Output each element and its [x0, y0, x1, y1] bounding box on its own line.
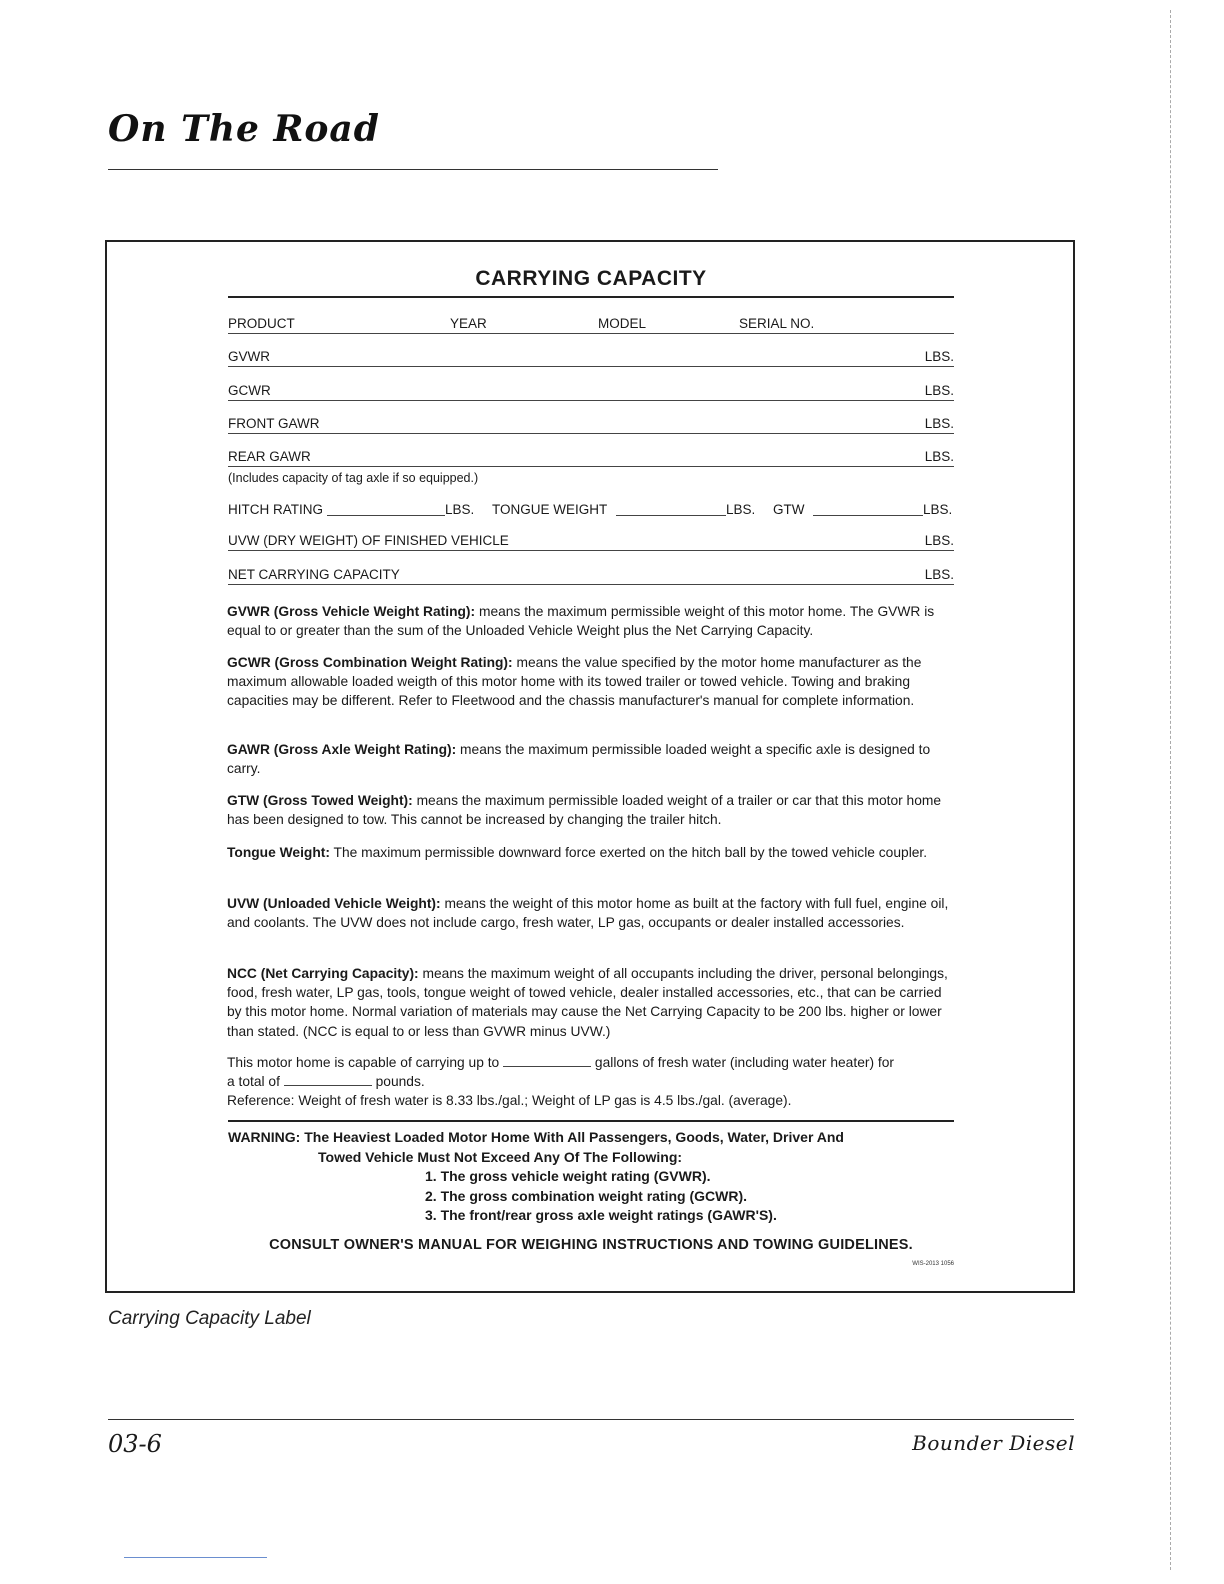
row-unit: LBS.: [924, 533, 954, 548]
label-code: WIS-2013 1056: [912, 1261, 954, 1267]
title-rule: [108, 169, 718, 170]
definition-term: GVWR (Gross Vehicle Weight Rating):: [227, 604, 476, 619]
gtw-unit: LBS.: [923, 502, 953, 517]
water-text: pounds.: [371, 1074, 425, 1090]
page-number: 03-6: [108, 1430, 162, 1458]
warning-text: Towed Vehicle Must Not Exceed Any Of The Following:: [318, 1148, 683, 1165]
definition-gcwr: [227, 653, 954, 711]
row-line: [228, 584, 954, 585]
product-row-line: [228, 333, 954, 334]
pounds-blank: [284, 1073, 372, 1086]
rear-gawr-note: (Includes capacity of tag axle if so equipped.): [228, 471, 479, 485]
year-label: YEAR: [450, 316, 487, 331]
definition-uvw: [227, 894, 954, 932]
figure-caption: Carrying Capacity Label: [108, 1308, 311, 1329]
label-heading: CARRYING CAPACITY: [475, 267, 707, 290]
definition-text: The maximum permissible downward force exerted on the hitch ball by the towed vehicle coupler.: [329, 845, 928, 860]
water-text: This motor home is capable of carrying up to: [227, 1055, 504, 1070]
hitch-rating-label: HITCH RATING: [228, 502, 323, 517]
rear-gawr-row: [228, 449, 954, 467]
definition-term: NCC (Net Carrying Capacity):: [227, 966, 419, 981]
definition-text: means the maximum permissible loaded weight of a trailer or car that this motor home has been designed to tow. This cannot be increased by changing the trailer hitch.: [227, 793, 942, 828]
product-row: [228, 316, 954, 334]
definition-text: means the weight of this motor home as built at the factory with full fuel, engine oil, and coolants. The UVW does not include cargo, fresh water, LP gas, occupants or dealer installed accessories.: [227, 896, 949, 931]
uvw-row: [228, 533, 954, 551]
definition-text: means the maximum weight of all occupants including the driver, personal belongings, food, fresh water, LP gas, tools, tongue weight of towed vehicle, dealer installed accessories, etc., that can be carried by this motor home. Normal variation of materials may cause the Net Carrying Capacity to be 200 lbs. higher or lower than stated. (NCC is equal to or less than GVWR minus UVW.): [227, 966, 948, 1039]
row-unit: LBS.: [924, 383, 954, 398]
row-unit: LBS.: [924, 567, 954, 582]
water-reference: Reference: Weight of fresh water is 8.33 lbs./gal.; Weight of LP gas is 4.5 lbs./gal. (average).: [227, 1093, 792, 1109]
warning-block: [228, 1128, 954, 1226]
gallons-blank: [503, 1054, 591, 1067]
tongue-weight-blank: [616, 515, 726, 516]
warning-text: The Heaviest Loaded Motor Home With All Passengers, Goods, Water, Driver And: [300, 1129, 844, 1145]
definition-ncc: [227, 964, 954, 1041]
model-label: MODEL: [598, 316, 647, 331]
row-line: [228, 433, 954, 434]
definition-term: UVW (Unloaded Vehicle Weight):: [227, 896, 441, 911]
definition-tongue-weight: [227, 843, 954, 862]
document-name: Bounder Diesel: [912, 1431, 1075, 1455]
tongue-unit: LBS.: [726, 502, 756, 517]
water-text: gallons of fresh water (including water heater) for: [591, 1055, 894, 1070]
row-unit: LBS.: [924, 416, 954, 431]
warning-rule: [228, 1120, 954, 1122]
definition-term: Tongue Weight:: [227, 845, 330, 860]
warning-item: 1. The gross vehicle weight rating (GVWR).: [425, 1168, 711, 1184]
hitch-unit: LBS.: [445, 502, 475, 517]
section-title: On The Road: [108, 108, 380, 150]
tongue-weight-label: TONGUE WEIGHT: [492, 502, 608, 517]
definition-gvwr: [227, 602, 954, 640]
definition-text: means the maximum permissible weight of this motor home. The GVWR is equal to or greater than the sum of the Unloaded Vehicle Weight plus the Net Carrying Capacity.: [227, 604, 935, 639]
row-label: NET CARRYING CAPACITY: [228, 567, 400, 582]
water-capacity-statement: [227, 1053, 954, 1111]
row-label: REAR GAWR: [228, 449, 311, 464]
row-label: GCWR: [228, 383, 271, 398]
ncc-row: [228, 567, 954, 585]
row-unit: LBS.: [924, 449, 954, 464]
row-line: [228, 550, 954, 551]
definition-text: means the maximum permissible loaded weight a specific axle is designed to carry.: [227, 742, 931, 777]
definition-term: GCWR (Gross Combination Weight Rating):: [227, 655, 513, 670]
bottom-mark: [124, 1557, 267, 1558]
definition-gawr: [227, 740, 954, 778]
front-gawr-row: [228, 416, 954, 434]
water-text: a total of: [227, 1074, 284, 1090]
warning-item: 3. The front/rear gross axle weight ratings (GAWR'S).: [425, 1207, 777, 1223]
footer-rule: [108, 1419, 1074, 1420]
definition-term: GTW (Gross Towed Weight):: [227, 793, 413, 808]
hitch-row: [228, 500, 954, 520]
gvwr-row: [228, 349, 954, 367]
consult-notice: CONSULT OWNER'S MANUAL FOR WEIGHING INSTRUCTIONS AND TOWING GUIDELINES.: [269, 1237, 913, 1253]
serial-label: SERIAL NO.: [739, 316, 815, 331]
row-line: [228, 366, 954, 367]
gcwr-row: [228, 383, 954, 401]
row-label: UVW (DRY WEIGHT) OF FINISHED VEHICLE: [228, 533, 509, 548]
warning-line: [228, 1128, 954, 1148]
gtw-blank: [813, 515, 923, 516]
warning-lead: WARNING:: [228, 1129, 301, 1145]
hitch-rating-blank: [327, 515, 445, 516]
definition-gtw: [227, 791, 954, 829]
row-line: [228, 466, 954, 467]
product-label: PRODUCT: [228, 316, 295, 331]
row-label: FRONT GAWR: [228, 416, 320, 431]
definition-text: means the value specified by the motor home manufacturer as the maximum allowable loaded weigth of this motor home with its towed trailer or towed vehicle. Towing and braking capacities may be different. Refer to Fleetwood and the chassis manufacturer's manual for complete information.: [227, 655, 922, 709]
heading-rule: [228, 296, 954, 298]
warning-item: 2. The gross combination weight rating (GCWR).: [425, 1187, 748, 1204]
gtw-label: GTW: [773, 502, 805, 517]
scan-edge-line: [1170, 10, 1172, 1570]
row-line: [228, 400, 954, 401]
row-unit: LBS.: [924, 349, 954, 364]
definition-term: GAWR (Gross Axle Weight Rating):: [227, 742, 457, 757]
row-label: GVWR: [228, 349, 270, 364]
